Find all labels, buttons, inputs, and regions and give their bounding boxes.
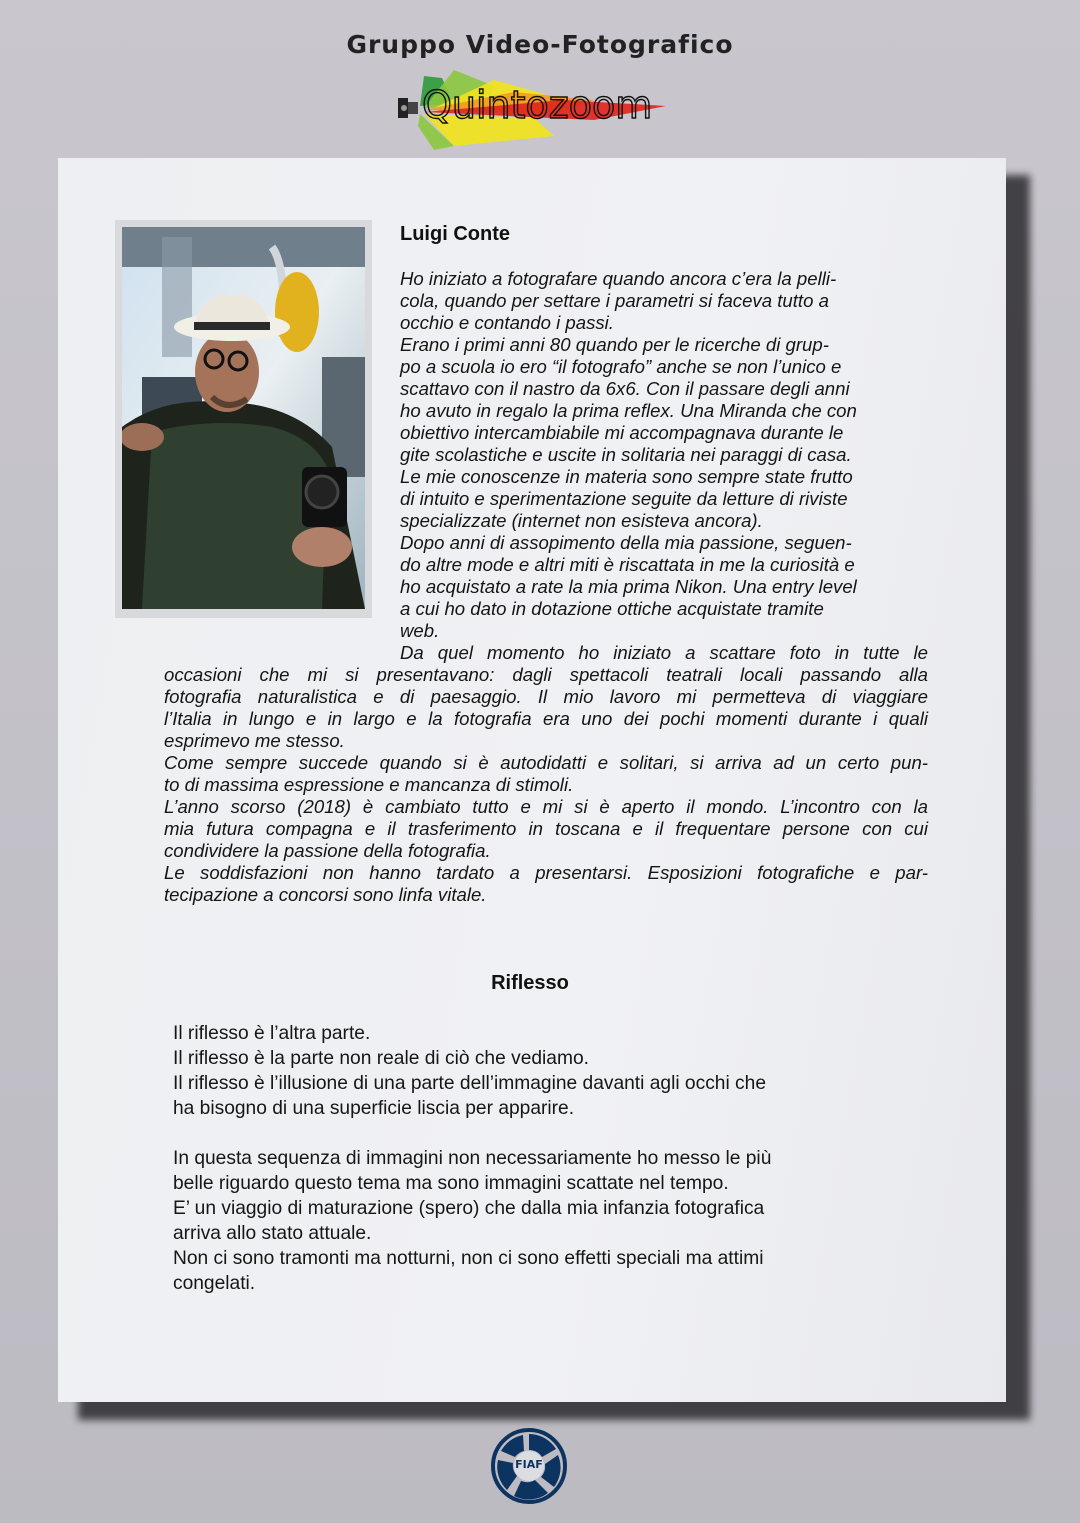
bio-line: di intuito e sperimentazione seguite da letture di riviste [400,488,848,509]
poem-line: Il riflesso è la parte non reale di ciò che vediamo. [173,1048,589,1069]
quintozoom-logo [394,66,674,152]
poem-line: congelati. [173,1273,256,1294]
bio-line: scattavo con il nastro da 6x6. Con il passare degli anni [400,378,850,399]
bio-line: Erano i primi anni 80 quando per le ricerche di grup- [400,334,829,355]
bio-line: cola, quando per settare i parametri si faceva tutto a [400,290,829,311]
bio-line: Le soddisfazioni non hanno tardato a presentarsi. Esposizioni fotografiche e par- [164,862,928,883]
poem-line: Il riflesso è l’illusione di una parte dell’immagine davanti agli occhi che [173,1073,766,1094]
poem-line: Non ci sono tramonti ma notturni, non ci sono effetti speciali ma attimi [173,1248,764,1269]
poem-line: arriva allo stato attuale. [173,1223,372,1244]
paragraph-gap [173,1121,893,1146]
bio-line: esprimevo me stesso. [164,730,345,751]
bio-line: specializzate (internet non esisteva ancora). [400,510,763,531]
poem-line: In questa sequenza di immagini non necessariamente ho messo le più [173,1148,772,1169]
bio-line: Ho iniziato a fotografare quando ancora c’era la pelli- [400,268,837,289]
fiaf-label: FIAF [515,1458,543,1471]
poem-line: E’ un viaggio di maturazione (spero) che dalla mia infanzia fotografica [173,1198,765,1219]
bio-line: web. [400,620,440,641]
bio-line: L’anno scorso (2018) è cambiato tutto e mi si è aperto il mondo. L’incontro con la [164,796,928,817]
bio-line: Come sempre succede quando si è autodidatti e solitari, si arriva ad un certo pun- [164,752,928,773]
bio-line: ho acquistato a rate la mia prima Nikon. Una entry level [400,576,857,597]
bio-line: po a scuola io ero “il fotografo” anche se non l’unico e [400,356,842,377]
bio-line: occhio e contando i passi. [400,312,614,333]
poem-line: Il riflesso è l’altra parte. [173,1023,371,1044]
bio-line: gite scolastiche e uscite in solitaria nei paraggi di casa. [400,444,852,465]
bio-line: a cui ho dato in dotazione ottiche acquistate tramite [400,598,824,619]
group-title: Gruppo Video-Fotografico [346,30,734,59]
bio-line: occasioni che mi si presentavano: dagli spettacoli teatrali locali passando alla [164,664,928,685]
bio-line: Le mie conoscenze in materia sono sempre state frutto [400,466,853,487]
bio-line: Da quel momento ho iniziato a scattare foto in tutte le [400,642,928,663]
bio-line: fotografia naturalistica e di paesaggio. Il mio lavoro mi permetteva di viaggiare [164,686,928,707]
bio-line: Dopo anni di assopimento della mia passione, seguen- [400,532,852,553]
bio-line: ho avuto in regalo la prima reflex. Una Miranda che con [400,400,857,421]
riflesso-text [173,1021,893,1296]
bio-line: obiettivo intercambiabile mi accompagnava durante le [400,422,844,443]
poem-line: belle riguardo questo tema ma sono immagini scattate nel tempo. [173,1173,729,1194]
bio-line: mia futura compagna e il trasferimento in toscana e il frequentare persone con cui [164,818,928,839]
bio-line: do altre mode e altri miti è riscattata in me la curiosità e [400,554,855,575]
bio-line: l’Italia in lungo e in largo e la fotografia era uno dei pochi momenti durante i quali [164,708,928,729]
poem-line: ha bisogno di una superficie liscia per apparire. [173,1098,575,1119]
section-title: Riflesso [491,972,569,994]
bio-line: condividere la passione della fotografia. [164,840,491,861]
bio-line: to di massima espressione e mancanza di stimoli. [164,774,574,795]
bio-top-block [400,268,928,642]
logo-camera-icon [398,98,418,118]
author-name: Luigi Conte [400,223,510,245]
author-portrait-photo [122,227,365,609]
bio-wide-block [164,642,928,906]
bio-line: tecipazione a concorsi sono linfa vitale. [164,884,487,905]
logo-text: Quintozoom [422,83,653,127]
